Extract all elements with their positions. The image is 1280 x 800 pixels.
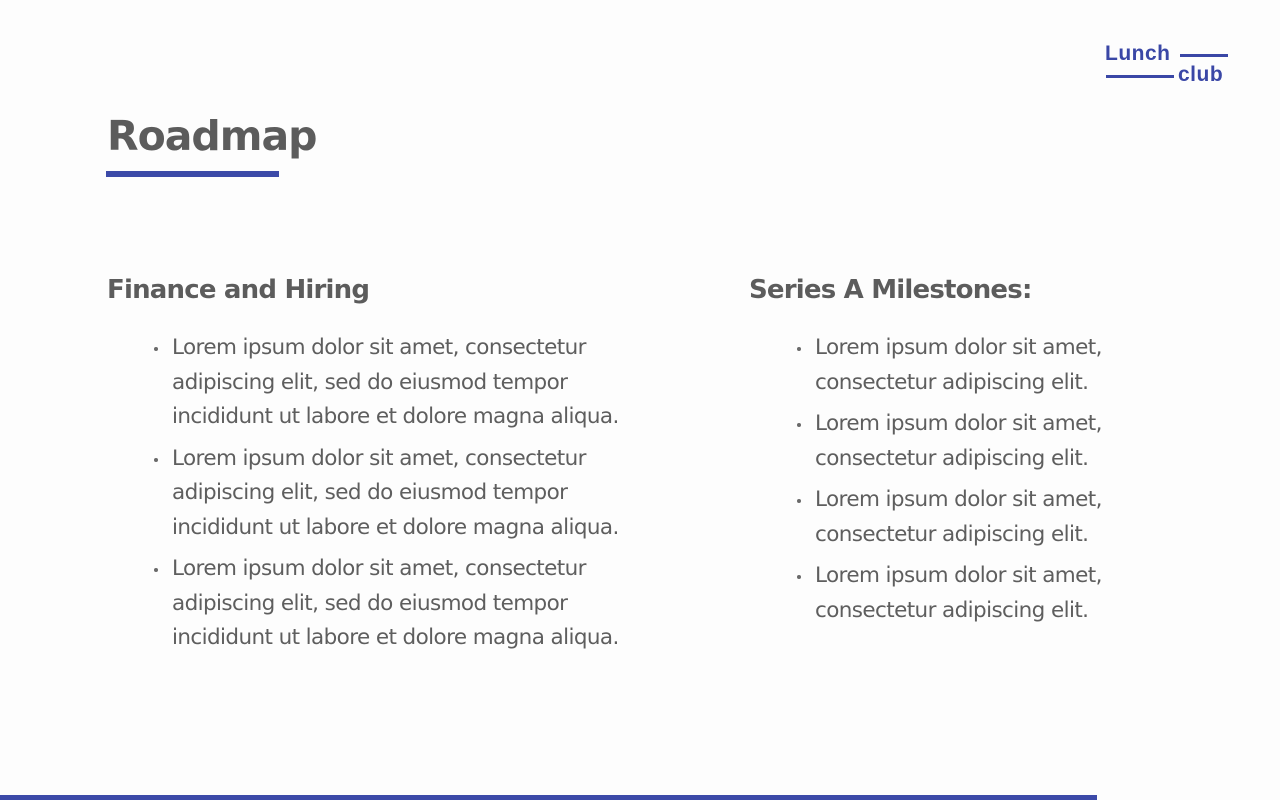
list-item: Lorem ipsum dolor sit amet, consectetur adipiscing elit, sed do eiusmod tempor incididunt ut labore et dolore magna aliqua. — [152, 442, 672, 546]
finance-hiring-list — [152, 331, 672, 663]
slide-title: Roadmap — [107, 112, 317, 160]
title-underline — [106, 171, 279, 177]
list-item: Lorem ipsum dolor sit amet, consectetur adipiscing elit, sed do eiusmod tempor incididunt ut labore et dolore magna aliqua. — [152, 552, 672, 656]
logo-text-club: club — [1178, 63, 1224, 86]
series-a-milestones-heading: Series A Milestones: — [749, 275, 1032, 305]
bottom-accent-bar — [0, 795, 1097, 800]
logo-rule-bottom — [1106, 75, 1174, 78]
lunch-club-logo — [1104, 42, 1230, 86]
logo-text-lunch: Lunch — [1105, 42, 1171, 65]
list-item: Lorem ipsum dolor sit amet, consectetur adipiscing elit. — [795, 559, 1155, 628]
list-item: Lorem ipsum dolor sit amet, consectetur adipiscing elit. — [795, 407, 1155, 476]
list-item: Lorem ipsum dolor sit amet, consectetur adipiscing elit. — [795, 483, 1155, 552]
list-item: Lorem ipsum dolor sit amet, consectetur adipiscing elit. — [795, 331, 1155, 400]
list-item: Lorem ipsum dolor sit amet, consectetur adipiscing elit, sed do eiusmod tempor incididunt ut labore et dolore magna aliqua. — [152, 331, 672, 435]
finance-hiring-heading: Finance and Hiring — [107, 275, 370, 305]
logo-rule-top — [1180, 54, 1228, 57]
series-a-milestones-list — [795, 331, 1155, 635]
